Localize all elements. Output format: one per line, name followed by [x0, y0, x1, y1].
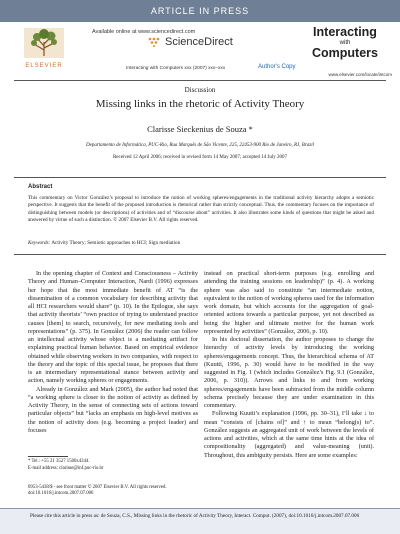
- journal-title-line1: Interacting: [313, 25, 377, 39]
- sciencedirect-label: ScienceDirect: [165, 36, 233, 48]
- author-affiliation: Departamento de Informática, PUC-Rio, Rua Marquês de São Vicente, 225, 22453-900 Rio de Janeiro, RJ, Brazil: [86, 143, 314, 148]
- journal-title-with: with: [339, 40, 351, 47]
- authors-copy-label: Author's Copy: [258, 64, 296, 70]
- article-author: Clarisse Sieckenius de Souza *: [147, 124, 253, 134]
- body-column-left: [28, 270, 198, 435]
- keywords: [28, 240, 180, 246]
- journal-title-line2: Computers: [312, 46, 378, 61]
- keywords-list: Activity Theory; Semiotic approaches to HCI; Sign mediation: [51, 240, 181, 246]
- body-column-right: [204, 270, 374, 460]
- body-paragraph: instead on practical short-term purposes (e.g. enrolling and attending the training sessions on leadership)” (p. 4). A working sphere was also said to constitute “an intermediate notion, equivalent to the notion of working spheres used for the information work domain, but which accounts for the aggregation of goal-oriented actions towards a particular purpose, yet not described as being the higher and ultimate motive for the human work represented by activities” (González, 2006, p. 10).: [204, 270, 374, 335]
- elsevier-tree-icon: [24, 28, 64, 58]
- footnote-rule: [28, 456, 68, 457]
- doi-line[interactable]: doi:10.1016/j.intcom.2007.07.006: [28, 491, 94, 497]
- available-online-text: Available online at www.sciencedirect.com: [92, 29, 196, 35]
- abstract-bottom-rule: [14, 254, 386, 255]
- citation-box: Please cite this article in press as: de Souza, C.S., Missing links in the rhetoric of Activity Theory, Interact. Comput. (2007), doi:10.1016/j.intcom.2007.07.006: [0, 508, 400, 534]
- header-rule: [14, 80, 386, 81]
- issn-info: [28, 485, 167, 498]
- body-paragraph: Already in González and Mark (2005), the author had noted that “a working sphere is closer to the notion of activity as defined by Activity Theory, in the sense of connecting sets of actions toward particular objects” but “lacks an emphasis on high-level motives as the notion of activity does (e.g. becoming a project leader) and focuses: [28, 385, 198, 434]
- journal-url[interactable]: www.elsevier.com/locate/intcom: [328, 72, 392, 77]
- article-section: Discussion: [184, 86, 216, 94]
- footnote-email: E-mail address: clarisse@inf.puc-rio.br: [28, 465, 104, 471]
- footnote-tel: * Tel.: +55 21 3527 1500x4344.: [28, 459, 90, 464]
- footnote: [28, 459, 104, 472]
- issn-line: 0953-5438/$ - see front matter © 2007 Elsevier B.V. All rights reserved.: [28, 485, 167, 490]
- received-dates: Received 12 April 2006; received in revised form 14 May 2007; accepted 14 July 2007: [112, 155, 288, 160]
- abstract-heading: Abstract: [28, 184, 53, 190]
- abstract-top-rule: [14, 177, 386, 178]
- journal-reference: Interacting with Computers xxx (2007) xxx–xxx: [126, 66, 226, 71]
- abstract-text: This commentary on Victor González’s proposal to introduce the notion of working spheres/engagements in the traditional activity hierarchy adopts a semiotic perspective. It suggests that the benefit of the proposed introduction is rhetorical rather than strictly conceptual. Thus, the commentary focuses on the importance of distinguishing between models (or descriptions) of activities and of “discourse about” activities. It also illustrates some kinds of questions that might be asked and answered by virtue of such a distinction. © 2007 Elsevier B.V. All rights reserved.: [28, 195, 374, 223]
- elsevier-logo: [20, 28, 68, 68]
- journal-title: [302, 26, 388, 61]
- article-title: Missing links in the rhetoric of Activity Theory: [95, 98, 305, 110]
- sciencedirect-dots-icon: [148, 37, 162, 47]
- body-paragraph: In his doctoral dissertation, the author proposes to change the hierarchy of activity levels by introducing the working spheres/engagements concept. Thus, the hierarchical schema of AT (Kuutti, 1996, p. 30) would have to be modified in the way suggested in Fig. 1 (which includes González’s Fig. 9.1 (González, 2006, p. 310)). Arrows and links to and from working spheres/engagements have been subtracted from the middle column schema precisely because they are under examination in this commentary.: [204, 336, 374, 409]
- keywords-label: Keywords:: [28, 240, 51, 246]
- body-paragraph: In the opening chapter of Context and Consciousness – Activity Theory and Human–Computer Interaction, Nardi (1996) expresses her hope that the most immediate benefit of AT “is the dissemination of a common vocabulary for describing activity that all HCI researchers would share” (p. 10). In the Epilogue, she says that activity theorists’ “own practice of trying to understand practice causes [them] to search, recursively, for new mediating tools and representations” (p. 375). In González (2006) the reader can follow an intellectual activity whose object is a mediating artifact for explaining practical human behavior. Based on empirical evidence obtained while observing workers in two companies, with respect to the theory and the topic of this special issue, he proposes that there is an intermediary representational stance between activity and action, namely working spheres or engagements.: [28, 270, 198, 385]
- sciencedirect-logo: [148, 36, 233, 48]
- publisher-name: ELSEVIER: [25, 63, 63, 69]
- body-paragraph: Following Kuutti’s explanation (1996, pp. 30–31), I’ll take ↓ to mean “consists of [chains of]” and ↑ to mean “belong(s) to”. González suggests an aggregated unit of work between the levels of actions and activities, which at the same time hints at the idea of compositionality (aggregated) and value-meaning (unit). Throughout, this ambiguity persists. Here are some examples:: [204, 410, 374, 459]
- article-in-press-banner: ARTICLE IN PRESS: [0, 0, 400, 22]
